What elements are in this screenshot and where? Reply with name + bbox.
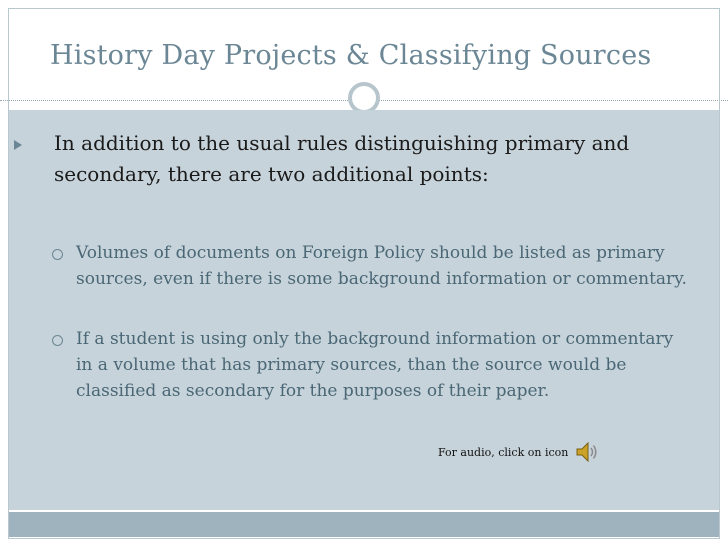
bullet-marker: [14, 140, 22, 150]
footer-bar: [9, 512, 719, 537]
main-bullet-text: In addition to the usual rules distinguishing primary and secondary, there are two additional points:: [54, 131, 630, 186]
speaker-icon[interactable]: [575, 440, 601, 464]
audio-note: For audio, click on icon: [438, 446, 569, 459]
slide-title: History Day Projects & Classifying Sources: [50, 40, 652, 71]
sub-bullet-marker: [52, 249, 63, 260]
main-bullet: [14, 128, 694, 190]
sub-bullet-text-2: If a student is using only the background information or commentary in a volume that has primary sources, than the source would be classified as secondary for the purposes of their paper.: [76, 329, 674, 401]
sub-bullet-2: [44, 326, 694, 404]
sub-bullet-text-1: Volumes of documents on Foreign Policy should be listed as primary sources, even if there is some background information or commentary.: [76, 243, 687, 289]
sub-bullet-1: [44, 240, 694, 292]
sub-bullet-marker: [52, 335, 63, 346]
